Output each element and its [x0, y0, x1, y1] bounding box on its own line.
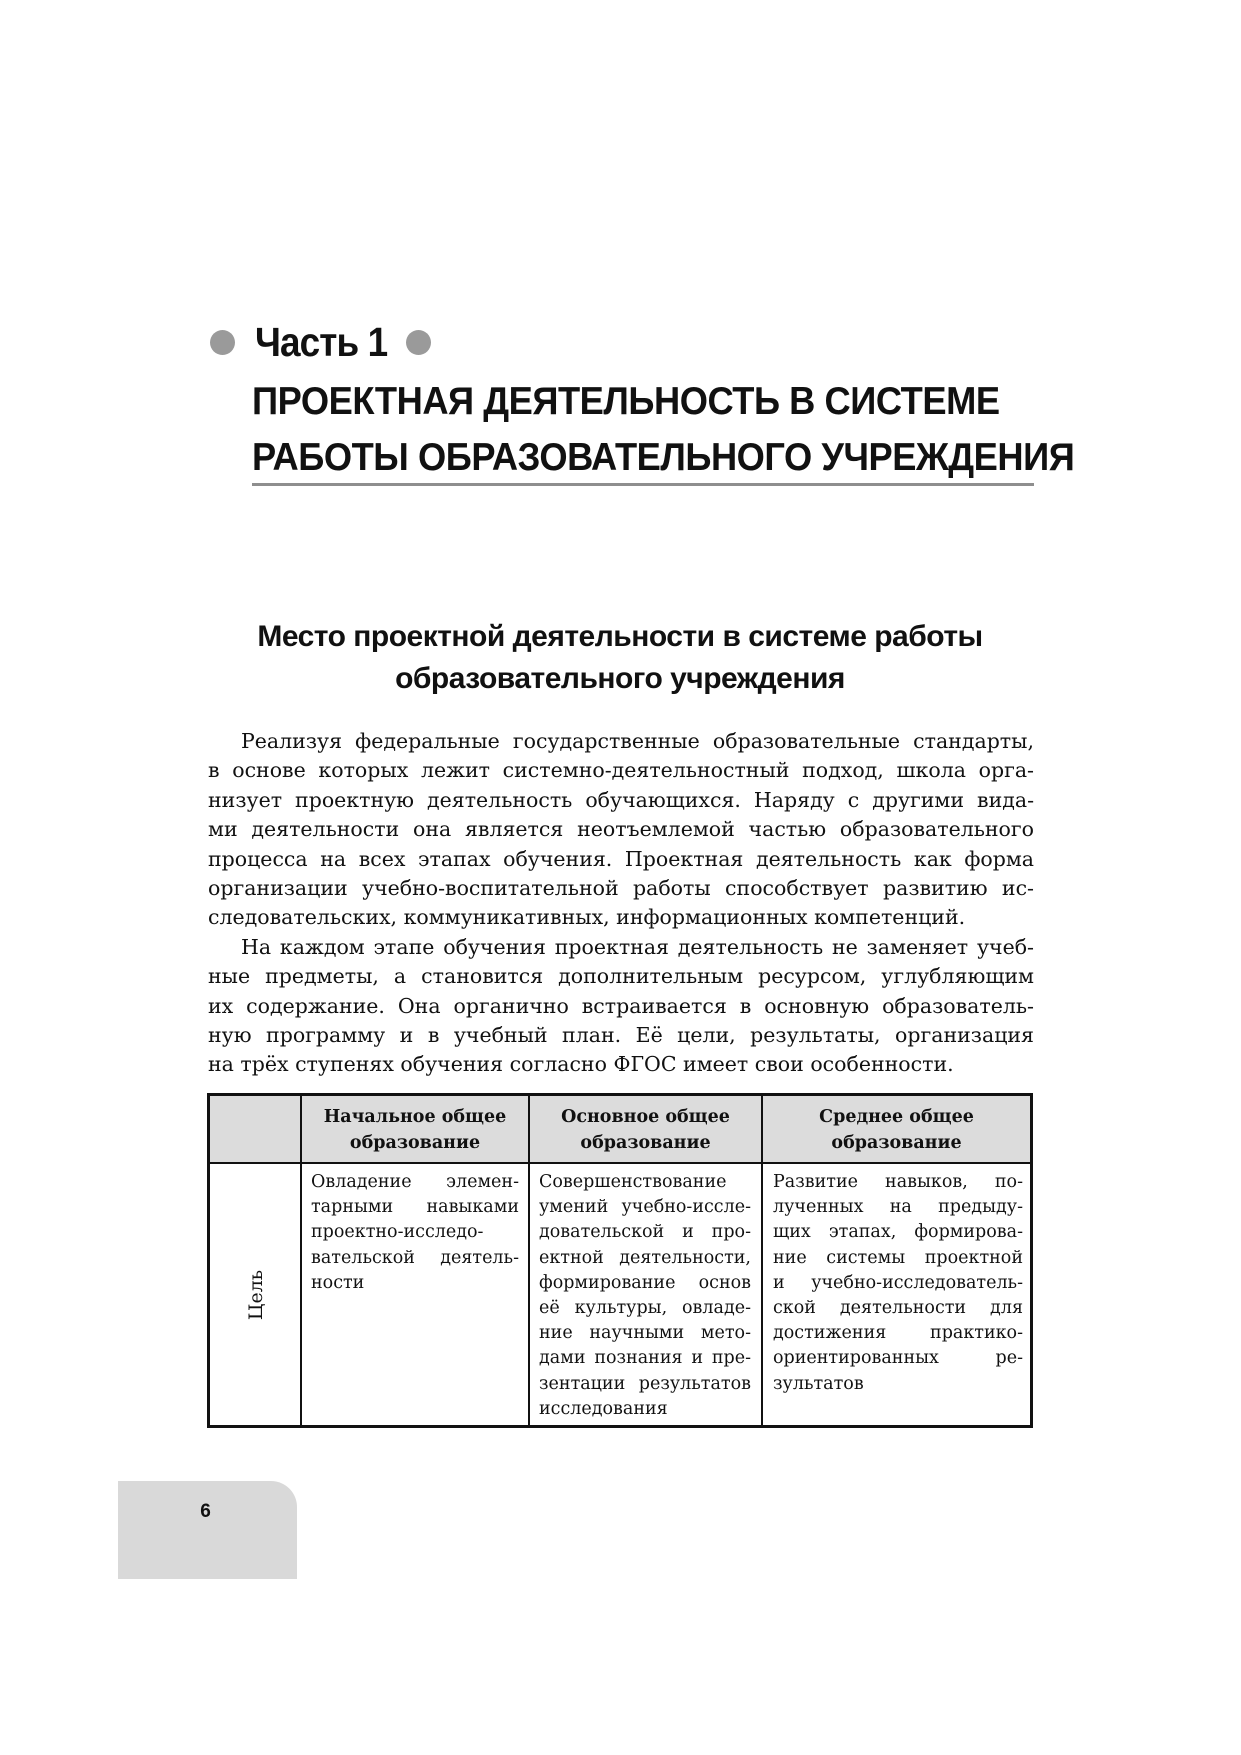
cell-line: Овладение элемен-: [311, 1172, 519, 1192]
header-line: образование: [349, 1133, 481, 1153]
paragraph-line: на трёх ступенях обучения согласно ФГОС имеет свои особенности.: [208, 1052, 954, 1077]
paragraph-line: низует проектную деятельность обучающихся. Наряду с другими вида-: [208, 787, 1034, 812]
row-label-text: Цель: [245, 1269, 267, 1320]
paragraph-line: ные предметы, а становится дополнительным ресурсом, углубляющим: [208, 964, 1034, 989]
part-divider: [252, 483, 1034, 486]
header-line: образование: [580, 1133, 711, 1153]
part-title-line: ПРОЕКТНАЯ ДЕЯТЕЛЬНОСТЬ В СИСТЕМЕ: [252, 380, 1000, 423]
header-line: Основное общее: [561, 1107, 730, 1127]
cell-line: и учебно-исследователь-: [773, 1272, 1023, 1293]
cell-line: зультатов: [773, 1373, 864, 1394]
body-text: [208, 727, 1034, 1080]
page-number-tab: [118, 1481, 297, 1579]
table-cell-secondary-goal: [773, 1170, 1023, 1397]
part-title: [252, 374, 1075, 486]
section-title-line: образовательного учреждения: [395, 662, 845, 695]
cell-line: исследования: [539, 1398, 668, 1419]
cell-line: ориентированных ре-: [773, 1348, 1023, 1369]
cell-line: достижения практико-: [773, 1323, 1023, 1344]
table-cell-basic-goal: [539, 1170, 751, 1422]
cell-line: вательской деятель-: [311, 1247, 519, 1268]
cell-line: ние системы проектной: [773, 1247, 1023, 1268]
header-line: Среднее общее: [819, 1107, 974, 1127]
cell-line: довательской и про-: [539, 1222, 751, 1243]
section-title-line: Место проектной деятельности в системе работы: [257, 620, 983, 653]
page-number: 6: [200, 1501, 211, 1522]
table-cell-primary-goal: [311, 1170, 519, 1296]
table-header-basic: [530, 1104, 761, 1156]
cell-line: умений учебно-иссле-: [539, 1197, 751, 1218]
cell-line: ние научными мето-: [539, 1323, 751, 1344]
part-title-line: РАБОТЫ ОБРАЗОВАТЕЛЬНОГО УЧРЕЖДЕНИЯ: [252, 436, 1075, 479]
paragraph-line: На каждом этапе обучения проектная деятельность не заменяет учеб-: [241, 934, 1034, 959]
cell-line: ской деятельности для: [773, 1298, 1023, 1319]
cell-line: Совершенствование: [539, 1172, 727, 1192]
cell-line: формирование основ: [539, 1272, 751, 1293]
table-row-label: [210, 1164, 302, 1425]
paragraph-line: процесса на всех этапах обучения. Проектная деятельность как форма: [208, 846, 1034, 871]
section-title: [206, 616, 1034, 700]
paragraph-line: ми деятельности она является неотъемлемой частью образовательного: [208, 817, 1034, 842]
paragraph-line: ную программу и в учебный план. Её цели, результаты, организация: [208, 1023, 1034, 1048]
cell-line: дами познания и пре-: [539, 1348, 751, 1369]
paragraph-line: их содержание. Она органично встраивается в основную образователь-: [208, 993, 1034, 1018]
cell-line: щих этапах, формирова-: [773, 1222, 1023, 1243]
part-label: Часть 1: [255, 318, 388, 365]
header-line: образование: [831, 1133, 962, 1153]
paragraph-line: следовательских, коммуникативных, информационных компетенций.: [208, 905, 966, 930]
cell-line: ности: [311, 1272, 365, 1293]
cell-line: Развитие навыков, по-: [773, 1172, 1023, 1192]
cell-line: зентации результатов: [539, 1373, 751, 1394]
part-heading: [210, 312, 431, 372]
bullet-dot-right-icon: [406, 330, 431, 355]
cell-line: тарными навыками: [311, 1197, 519, 1218]
cell-line: ектной деятельности,: [539, 1247, 751, 1268]
cell-line: проектно-исследо-: [311, 1222, 484, 1243]
cell-line: лученных на предыду-: [773, 1197, 1023, 1218]
header-line: Начальное общее: [323, 1107, 507, 1127]
cell-line: её культуры, овладе-: [539, 1298, 751, 1319]
paragraph-line: в основе которых лежит системно-деятельностный подход, школа орга-: [208, 758, 1034, 783]
paragraph-line: Реализуя федеральные государственные образовательные стандарты,: [241, 729, 1034, 753]
table-header-secondary: [763, 1104, 1030, 1156]
table-header-primary: [302, 1104, 528, 1156]
paragraph-line: организации учебно-воспитательной работы способствует развитию ис-: [208, 876, 1034, 901]
education-levels-table: [207, 1093, 1033, 1428]
bullet-dot-left-icon: [210, 330, 235, 355]
